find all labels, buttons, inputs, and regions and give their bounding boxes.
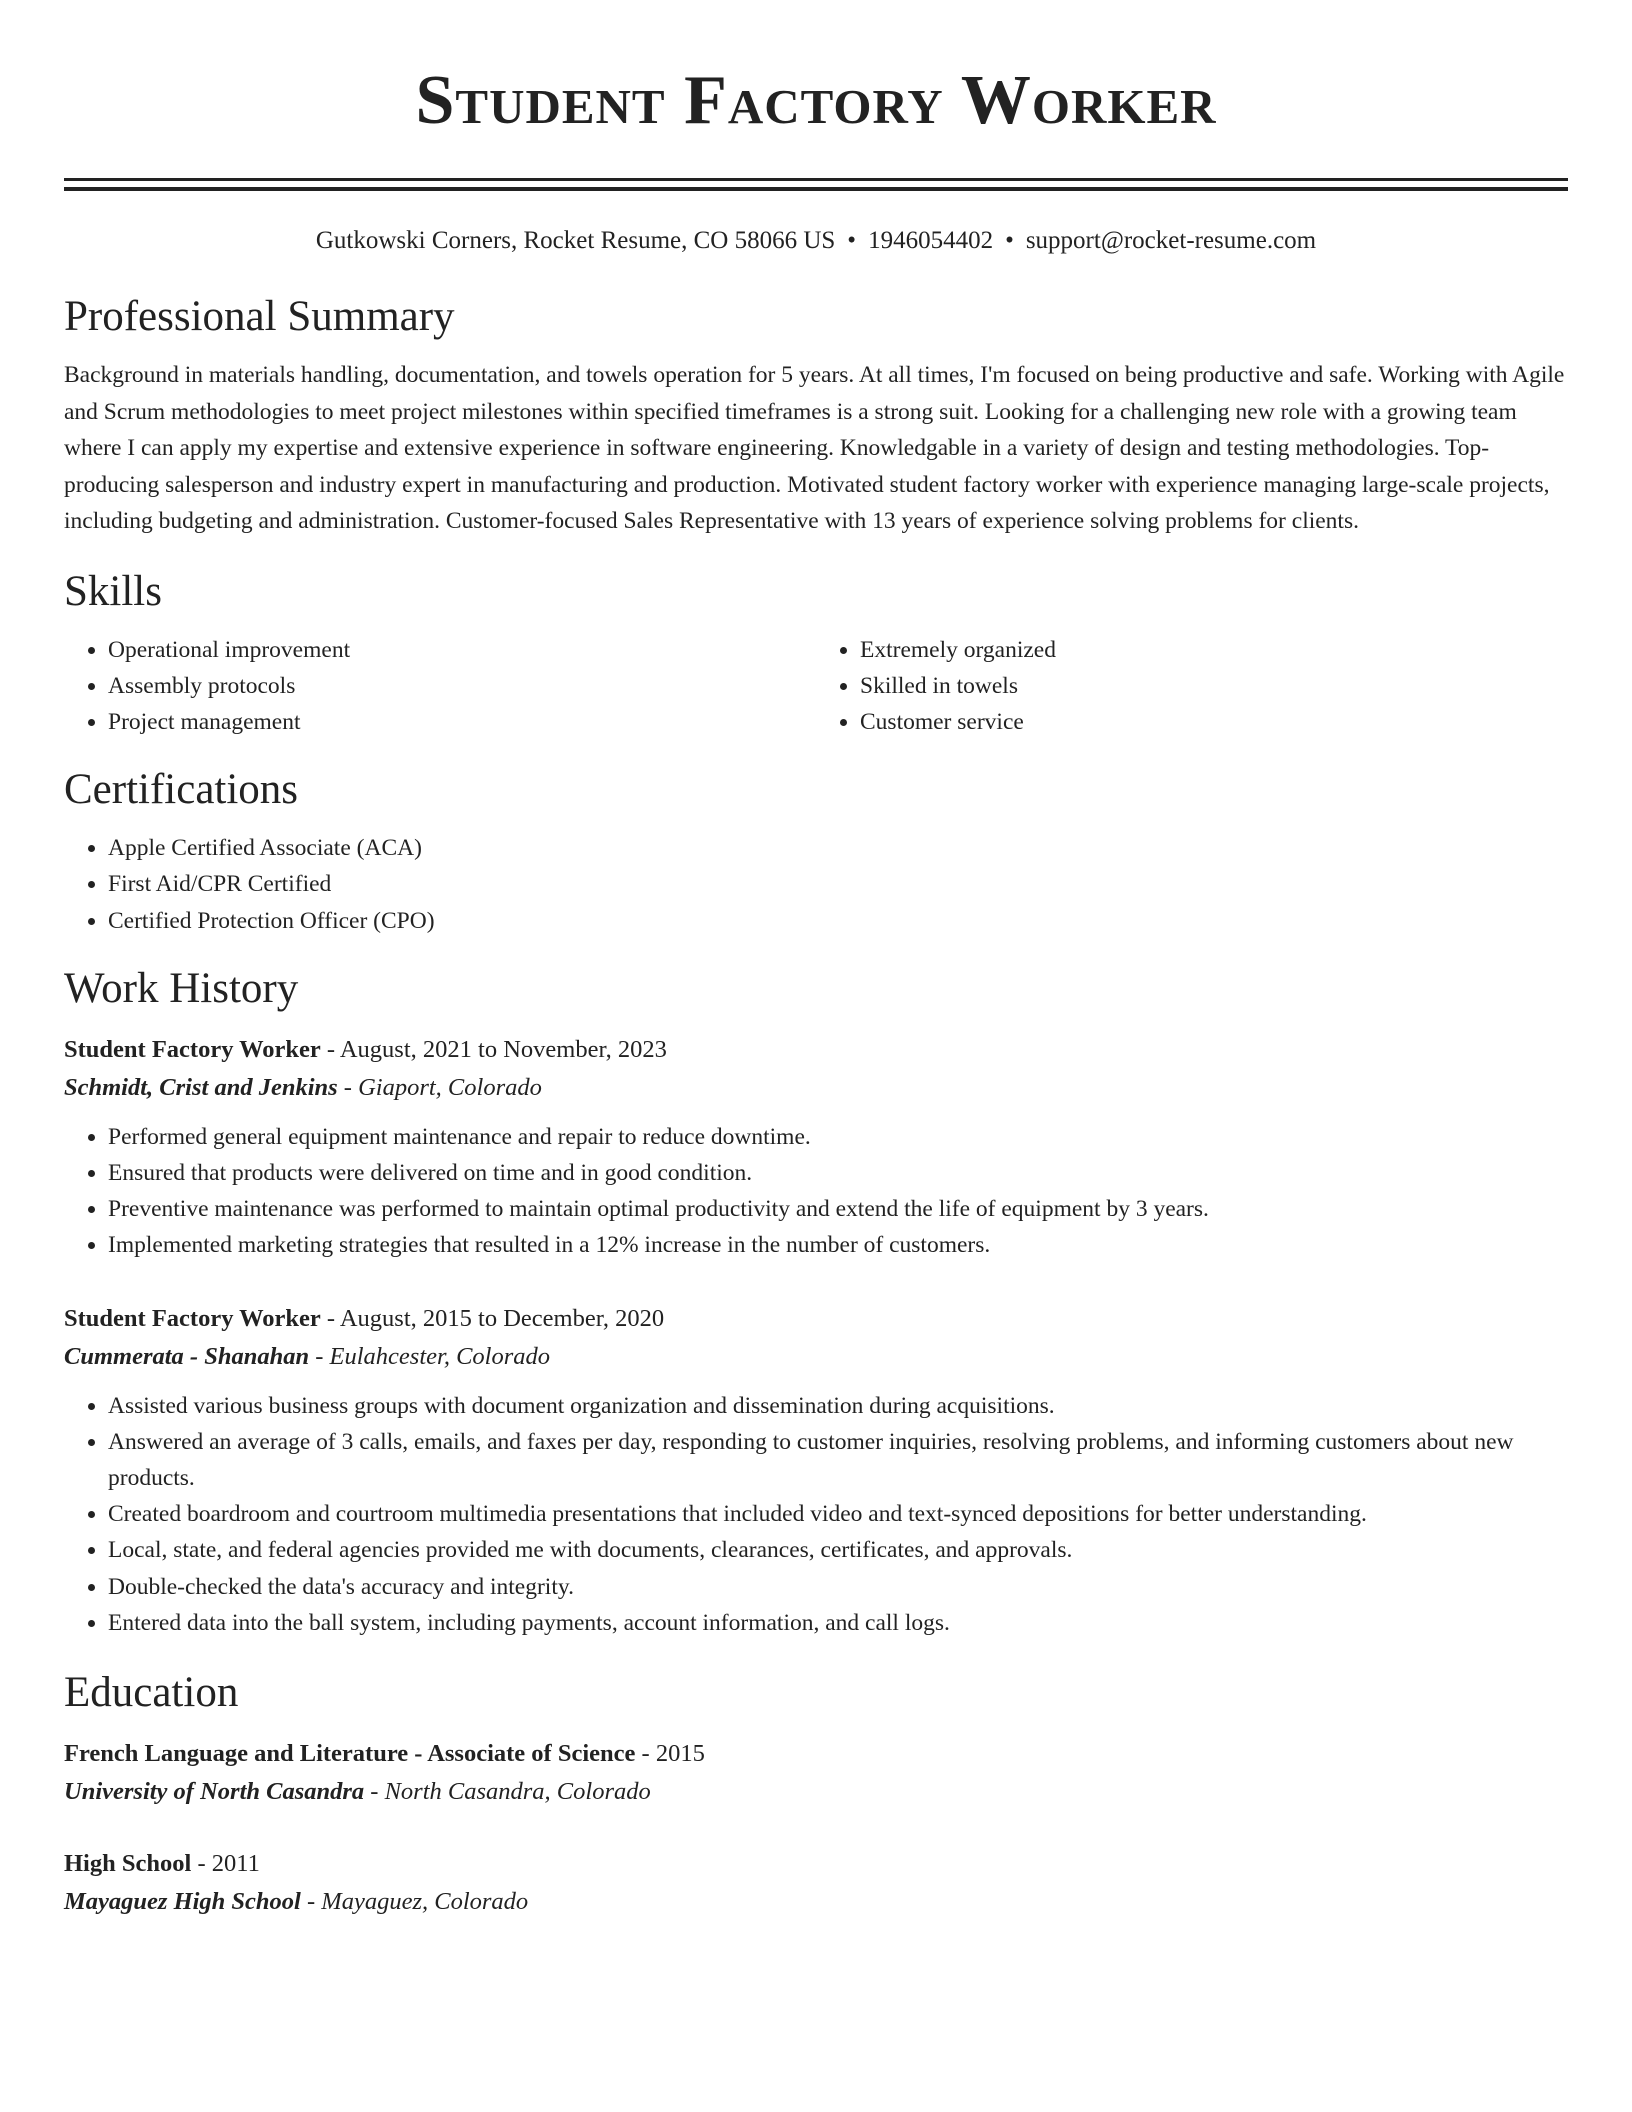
resume-name: Student Factory Worker (415, 62, 1217, 139)
summary-section (64, 289, 1568, 540)
dash: - (370, 1777, 379, 1805)
job-bullet: • Local, state, and federal agencies provided me with documents, clearances, certificates, and approvals. (108, 1532, 1568, 1568)
contact-line (64, 223, 1568, 259)
job-bullet: • Answered an average of 3 calls, emails, and faxes per day, responding to customer inquiries, resolving problems, and informing customers about new products. (108, 1424, 1568, 1496)
job-title-line (64, 1031, 1568, 1069)
education-entry (64, 1735, 1568, 1811)
skill-item: • Skilled in towels (860, 668, 1568, 704)
job-title: Student Factory Worker (64, 1035, 321, 1063)
summary-heading: Professional Summary (64, 293, 455, 340)
job-bullet: • Performed general equipment maintenance and repair to reduce downtime. (108, 1119, 1568, 1155)
skills-list-right (816, 632, 1568, 741)
dash: - (326, 1304, 336, 1332)
contact-address: Gutkowski Corners, Rocket Resume, CO 58066 US (315, 227, 836, 254)
dash: - (641, 1739, 650, 1767)
education-section (64, 1665, 1568, 1921)
skill-item: • Operational improvement (108, 632, 816, 668)
education-location: North Casandra, Colorado (384, 1777, 651, 1805)
dash: - (197, 1849, 206, 1877)
job-bullet: • Entered data into the ball system, including payments, account information, and call logs. (108, 1605, 1568, 1641)
skills-section (64, 564, 1568, 741)
education-school: Mayaguez High School (64, 1887, 301, 1915)
dash: - (326, 1035, 336, 1063)
job-company-line (64, 1338, 1568, 1376)
work-history-section (64, 961, 1568, 1641)
education-degree-line (64, 1845, 1568, 1883)
job-bullets (64, 1119, 1568, 1264)
education-year: 2011 (211, 1849, 260, 1877)
education-year: 2015 (655, 1739, 705, 1767)
certification-item: • Certified Protection Officer (CPO) (108, 903, 1568, 939)
education-degree: High School (64, 1849, 192, 1877)
job-bullet: • Created boardroom and courtroom multimedia presentations that included video and text-synced depositions for better understanding. (108, 1496, 1568, 1532)
dash: - (343, 1073, 352, 1101)
header-rule-top (64, 178, 1568, 181)
job-entry (64, 1031, 1568, 1264)
education-heading: Education (64, 1668, 239, 1716)
job-bullet: • Assisted various business groups with document organization and dissemination during acquisitions. (108, 1388, 1568, 1424)
dash: - (315, 1342, 324, 1370)
job-bullet: • Preventive maintenance was performed to maintain optimal productivity and extend the life of equipment by 3 years. (108, 1191, 1568, 1227)
job-location: Eulahcester, Colorado (329, 1342, 551, 1370)
header-rule-bottom (64, 187, 1568, 191)
job-company-line (64, 1069, 1568, 1107)
certifications-list (64, 830, 1568, 939)
contact-email: support@rocket-resume.com (1025, 227, 1317, 254)
skill-item: • Assembly protocols (108, 668, 816, 704)
education-location: Mayaguez, Colorado (321, 1887, 529, 1915)
certification-item: • First Aid/CPR Certified (108, 866, 1568, 902)
education-entry (64, 1845, 1568, 1921)
skills-heading: Skills (64, 567, 162, 615)
job-dates: August, 2015 to December, 2020 (339, 1304, 665, 1332)
education-school-line (64, 1773, 1568, 1811)
education-school: University of North Casandra (64, 1777, 365, 1805)
certifications-section (64, 762, 1568, 939)
certifications-heading: Certifications (64, 766, 299, 814)
job-bullet: • Double-checked the data's accuracy and integrity. (108, 1569, 1568, 1605)
skills-grid (64, 632, 1568, 741)
skill-item: • Project management (108, 704, 816, 740)
summary-text: Background in materials handling, documentation, and towels operation for 5 years. At all times, I'm focused on being productive and safe. Working with Agile and Scrum methodologies to meet project milestones within specified timeframes is a strong suit. Looking for a challenging new role with a growing team where I can apply my expertise and extensive experience in software engineering. Knowledgable in a variety of design and testing methodologies. Top-producing salesperson and industry expert in manufacturing and production. Motivated student factory worker with experience managing large-scale projects, including budgeting and administration. Customer-focused Sales Representative with 13 years of experience solving problems for clients. (64, 362, 1565, 534)
contact-separator: • (1005, 227, 1014, 254)
job-company: Cummerata - Shanahan (64, 1342, 310, 1370)
certification-item: • Apple Certified Associate (ACA) (108, 830, 1568, 866)
job-entry (64, 1300, 1568, 1641)
job-bullet: • Implemented marketing strategies that resulted in a 12% increase in the number of customers. (108, 1227, 1568, 1263)
education-school-line (64, 1883, 1568, 1921)
job-location: Giaport, Colorado (358, 1073, 542, 1101)
job-company: Schmidt, Crist and Jenkins (64, 1073, 338, 1101)
skills-list-left (64, 632, 816, 741)
job-bullet: • Ensured that products were delivered on time and in good condition. (108, 1155, 1568, 1191)
work-history-heading: Work History (64, 964, 299, 1012)
skill-item: • Extremely organized (860, 632, 1568, 668)
job-title: Student Factory Worker (64, 1304, 321, 1332)
contact-phone: 1946054402 (868, 227, 994, 254)
skill-item: • Customer service (860, 704, 1568, 740)
job-title-line (64, 1300, 1568, 1338)
job-bullets (64, 1388, 1568, 1641)
education-degree-line (64, 1735, 1568, 1773)
dash: - (307, 1887, 316, 1915)
contact-separator: • (847, 227, 857, 254)
education-degree: French Language and Literature - Associate of Science (64, 1739, 636, 1767)
job-dates: August, 2021 to November, 2023 (339, 1035, 667, 1063)
